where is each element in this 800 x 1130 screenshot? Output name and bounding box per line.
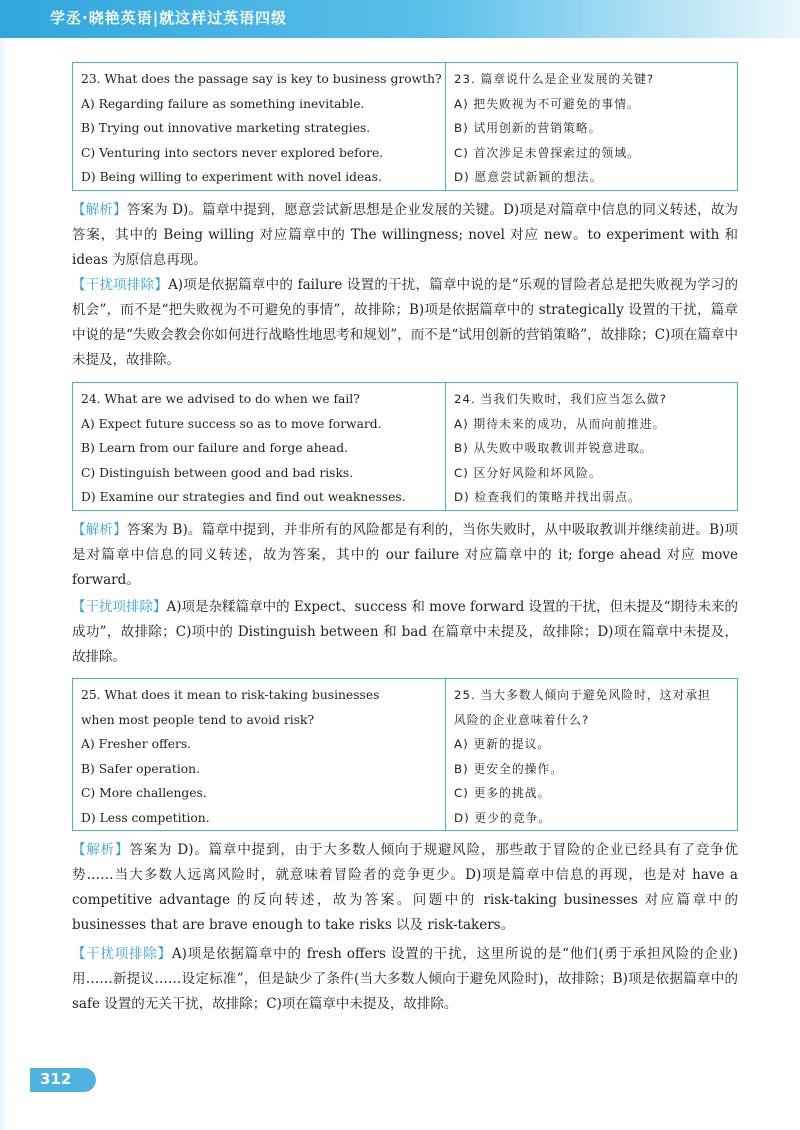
distractor-tag: 【干扰项排除】 <box>72 599 167 615</box>
question-24-english <box>73 383 446 510</box>
option-b-zh: B) 从失败中吸取教训并锐意进取。 <box>454 441 653 455</box>
distractor-text: A)项是依据篇章中的 fresh offers 设置的干扰，这里所说的是“他们(勇于承担风险的企业)用……新提议……设定标准”，但是缺少了条件(当大多数人倾向于避免风险时)，故排除；B)项是依据篇章中的 safe 设置的无关干扰，故排除；C)项在篇章中未提及，故排除。 <box>72 946 739 1012</box>
question-25-chinese <box>446 679 736 830</box>
analysis-text: 答案为 B)。篇章中提到，并非所有的风险都是有利的，当你失败时，从中吸取教训并继续前进。B)项是对篇章中信息的同义转述，故为答案，其中的 our failure 对应篇章中的 it; forge ahead 对应 move forward。 <box>72 522 739 588</box>
question-25-stem-en-cont: when most people tend to avoid risk? <box>81 712 315 727</box>
option-d-en: D) Being willing to experiment with novel ideas. <box>81 170 382 184</box>
page-number: 312 <box>40 1070 72 1088</box>
option-d-zh: D) 检查我们的策略并找出弱点。 <box>454 490 641 504</box>
q23-distractor <box>72 273 738 373</box>
option-d-en: D) Examine our strategies and find out weaknesses. <box>81 490 406 504</box>
option-a-en: A) Regarding failure as something inevitable. <box>81 96 365 111</box>
question-23-english <box>73 63 446 190</box>
option-b-zh: B) 试用创新的营销策略。 <box>454 121 602 135</box>
analysis-text: 答案为 D)。篇章中提到，由于大多数人倾向于规避风险，那些敢于冒险的企业已经具有了竞争优势……当大多数人远离风险时，就意味着冒险者的竞争更少。D)项是篇章中信息的再现，也是对 have a competitive advantage 的反向转述，故为答案。问题中的 risk-taking businesses 对应篇章中的 businesses that are brave enough to take risks 以及 risk-takers。 <box>72 842 739 933</box>
question-24-stem-zh: 24. 当我们失败时，我们应当怎么做? <box>454 392 667 406</box>
option-c-en: C) Distinguish between good and bad risks. <box>81 465 354 480</box>
distractor-tag: 【干扰项排除】 <box>72 946 172 962</box>
option-a-en: A) Expect future success so as to move forward. <box>81 416 382 431</box>
option-a-zh: A) 把失败视为不可避免的事情。 <box>454 96 640 111</box>
option-a-en: A) Fresher offers. <box>81 737 192 751</box>
option-c-zh: C) 区分好风险和坏风险。 <box>454 465 602 480</box>
question-25-stem-zh: 25. 当大多数人倾向于避免风险时，这对承担 <box>454 688 711 702</box>
question-24-table <box>72 382 738 511</box>
option-c-en: C) More challenges. <box>81 786 207 800</box>
option-d-en: D) Less competition. <box>81 810 210 825</box>
option-d-zh: D) 愿意尝试新颖的想法。 <box>454 170 603 184</box>
option-c-en: C) Venturing into sectors never explored before. <box>81 145 384 160</box>
analysis-tag: 【解析】 <box>72 842 130 858</box>
option-b-en: B) Learn from our failure and forge ahead. <box>81 441 349 455</box>
question-25-table <box>72 678 738 831</box>
q23-analysis <box>72 198 738 273</box>
option-b-zh: B) 更安全的操作。 <box>454 761 564 776</box>
question-25-stem-zh-cont: 风险的企业意味着什么? <box>454 712 590 727</box>
distractor-tag: 【干扰项排除】 <box>72 277 169 293</box>
distractor-text: A)项是依据篇章中的 failure 设置的干扰，篇章中说的是“乐观的冒险者总是把失败视为学习的机会”，而不是“把失败视为不可避免的事情”，故排除；B)项是依据篇章中的 strategically 设置的干扰，篇章中说的是“失败会教会你如何进行战略性地思考和规划”，而不是“试用创新的营销策略”，故排除；C)项在篇章中未提及，故排除。 <box>72 277 739 368</box>
question-24-chinese <box>446 383 736 510</box>
option-c-zh: C) 更多的挑战。 <box>454 786 551 800</box>
question-25-english <box>73 679 446 830</box>
q25-analysis <box>72 838 738 938</box>
question-23-table <box>72 62 738 191</box>
question-23-stem-en: 23. What does the passage say is key to business growth? <box>81 72 442 86</box>
q24-distractor <box>72 595 738 670</box>
analysis-tag: 【解析】 <box>72 522 127 538</box>
option-b-en: B) Trying out innovative marketing strategies. <box>81 121 371 135</box>
analysis-tag: 【解析】 <box>72 202 127 218</box>
header-title: 学丞·晓艳英语|就这样过英语四级 <box>50 9 288 27</box>
option-d-zh: D) 更少的竞争。 <box>454 810 552 825</box>
question-24-stem-en: 24. What are we advised to do when we fail? <box>81 392 360 406</box>
q25-distractor <box>72 942 738 1017</box>
analysis-text: 答案为 D)。篇章中提到，愿意尝试新思想是企业发展的关键。D)项是对篇章中信息的同义转述，故为答案，其中的 Being willing 对应篇章中的 The willingness; novel 对应 new。to experiment with 和 ideas 为原信息再现。 <box>72 202 738 268</box>
question-25-stem-en: 25. What does it mean to risk-taking businesses <box>81 688 380 702</box>
question-23-chinese <box>446 63 736 190</box>
option-a-zh: A) 更新的提议。 <box>454 737 551 751</box>
option-c-zh: C) 首次涉足未曾探索过的领域。 <box>454 145 640 160</box>
q24-analysis <box>72 518 738 593</box>
question-23-stem-zh: 23. 篇章说什么是企业发展的关键? <box>454 72 655 86</box>
option-b-en: B) Safer operation. <box>81 761 200 776</box>
distractor-text: A)项是杂糅篇章中的 Expect、success 和 move forward 设置的干扰，但未提及“期待未来的成功”，故排除；C)项中的 Distinguish between 和 bad 在篇章中未提及，故排除；D)项在篇章中未提及，故排除。 <box>72 599 739 665</box>
option-a-zh: A) 期待未来的成功，从而向前推进。 <box>454 416 666 431</box>
page-edge-decoration <box>0 38 10 1130</box>
